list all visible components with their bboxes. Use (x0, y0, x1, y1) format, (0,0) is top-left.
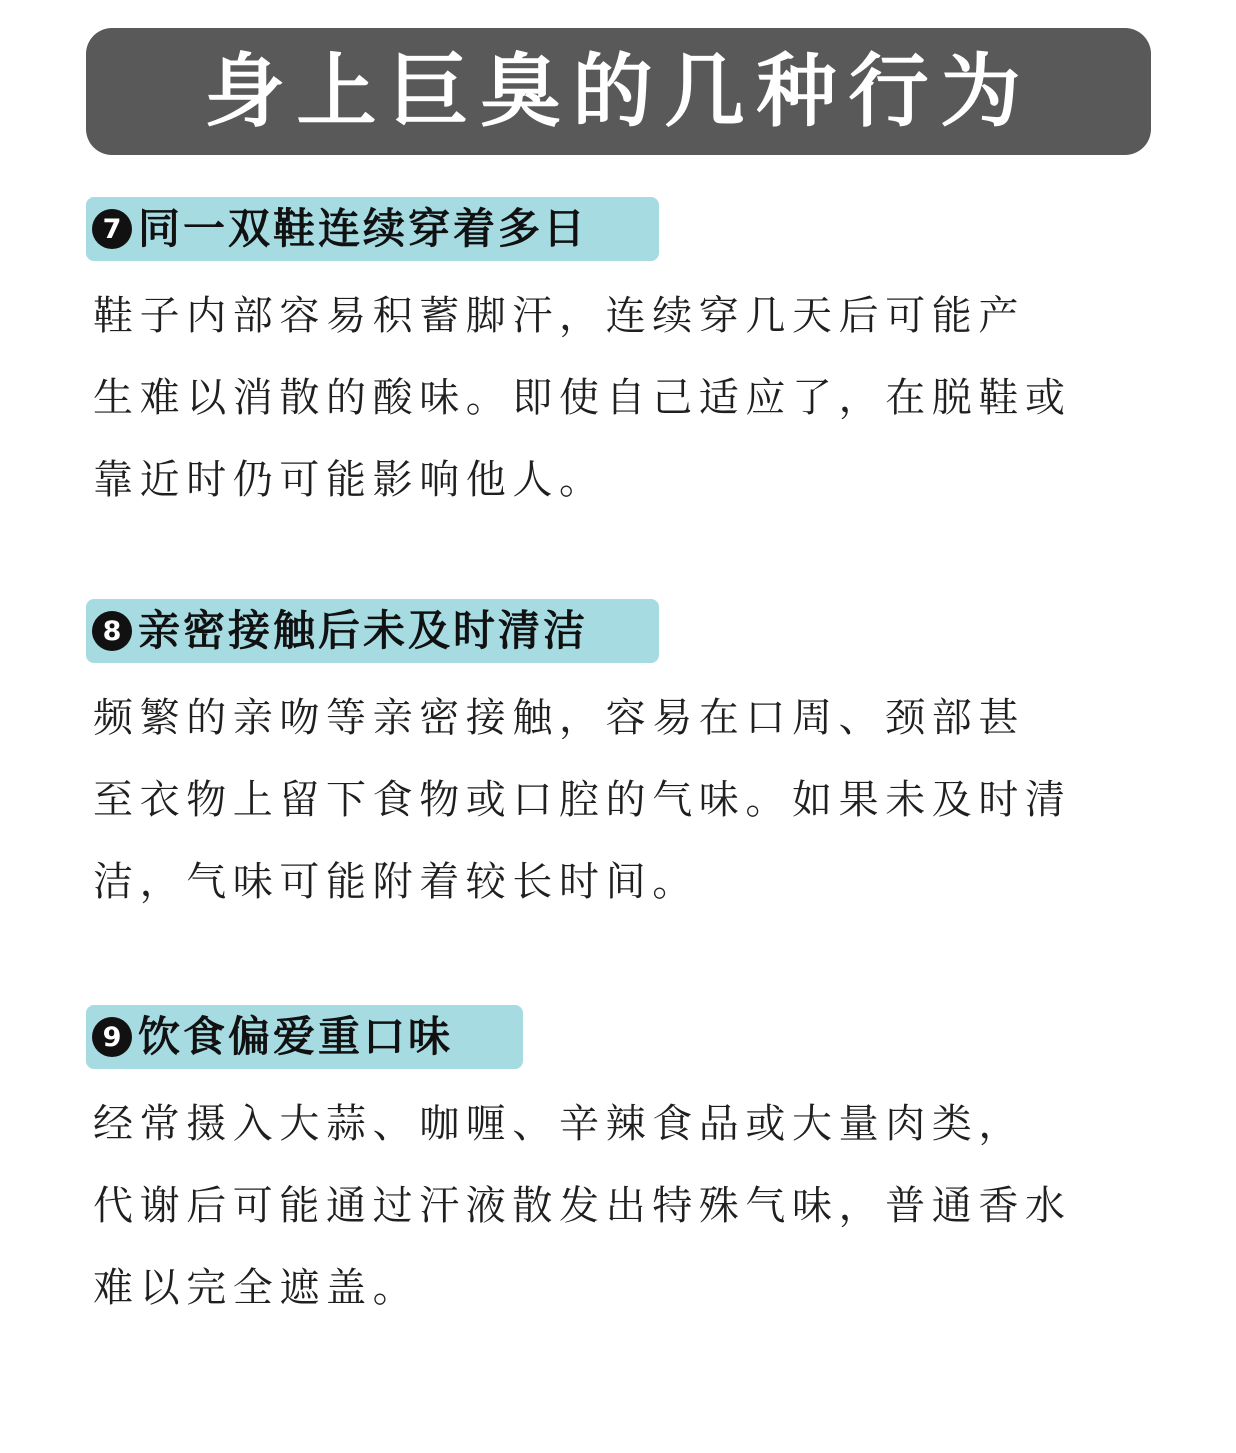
section-heading: 亲密接触后未及时清洁 (138, 606, 589, 655)
section-heading-tag (86, 599, 659, 663)
section-heading: 同一双鞋连续穿着多日 (138, 204, 589, 253)
title-banner (86, 28, 1151, 155)
number-badge: 9 (92, 1017, 132, 1057)
number-badge: 7 (92, 209, 132, 249)
number-badge: 8 (92, 611, 132, 651)
section-body: 鞋子内部容易积蓄脚汗，连续穿几天后可能产 生难以消散的酸味。即使自己适应了，在脱鞋或 靠近时仍可能影响他人。 (93, 293, 1072, 503)
section-heading-tag (86, 1005, 523, 1069)
section-heading-tag (86, 197, 659, 261)
section-heading: 饮食偏爱重口味 (138, 1012, 454, 1061)
page-title: 身上巨臭的几种行为 (204, 44, 1033, 138)
section-body: 频繁的亲吻等亲密接触，容易在口周、颈部甚 至衣物上留下食物或口腔的气味。如果未及时清 洁，气味可能附着较长时间。 (93, 695, 1072, 905)
section-body: 经常摄入大蒜、咖喱、辛辣食品或大量肉类， 代谢后可能通过汗液散发出特殊气味，普通香水 难以完全遮盖。 (93, 1101, 1072, 1311)
